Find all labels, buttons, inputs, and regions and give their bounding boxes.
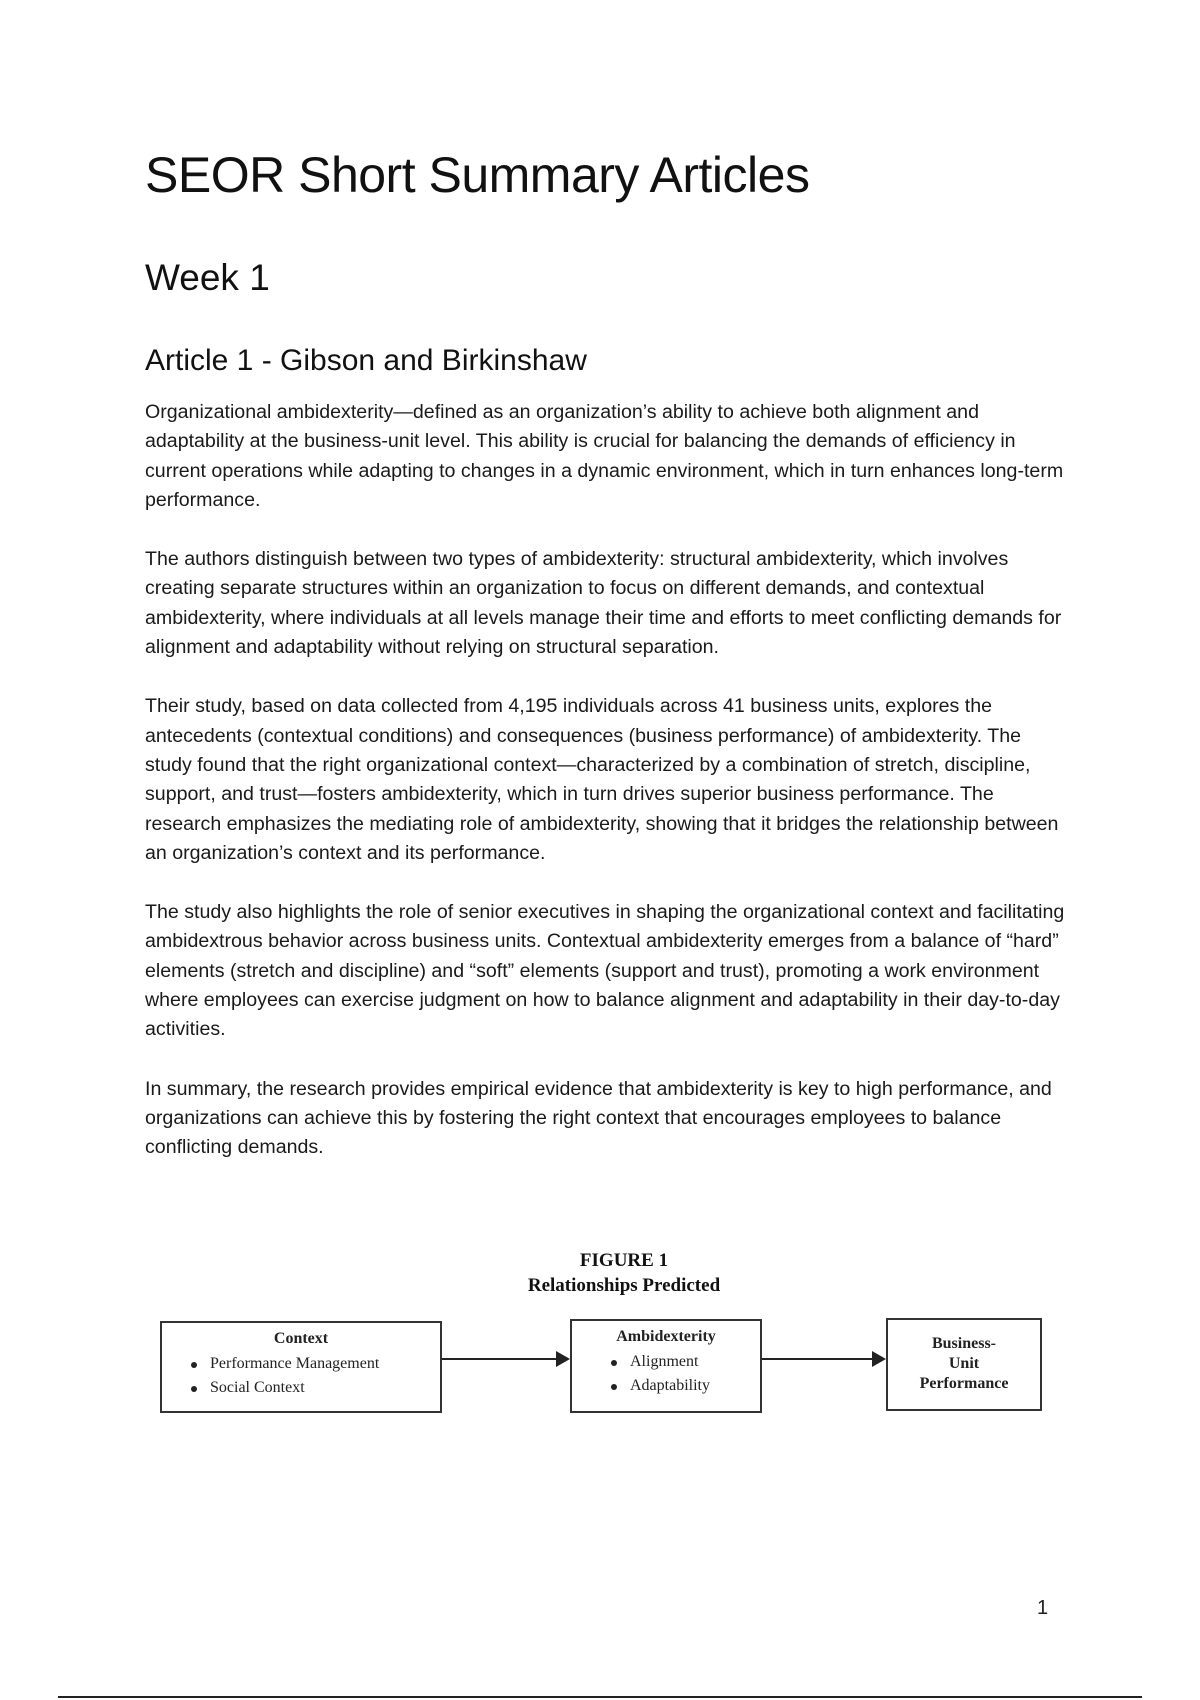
performance-box-line-3: Performance (919, 1375, 1009, 1392)
context-box-title: Context (273, 1330, 329, 1347)
paragraph-4: The study also highlights the role of senior executives in shaping the organizational context and facilitating ambidextrous behavior across business units. Contextual ambidexterity emerges from a balance of “hard” elements (stretch and discipline) and “soft” elements (support and trust), promoting a work environment where employees can exercise judgment on how to balance alignment and adaptability in their day-to-day activities. (145, 901, 1065, 1041)
arrow-ambidexterity-to-performance (762, 1358, 884, 1360)
list-item: Performance Management (210, 1352, 440, 1376)
list-item: Social Context (210, 1376, 440, 1400)
figure-title: Relationships Predicted (527, 1275, 721, 1296)
arrowhead-icon (556, 1351, 570, 1367)
ambidexterity-box (570, 1319, 762, 1413)
list-item: Adaptability (630, 1374, 760, 1398)
figure-relationships-predicted (150, 1248, 1050, 1423)
context-box (160, 1321, 442, 1413)
article-heading: Article 1 - Gibson and Birkinshaw (145, 344, 587, 377)
paragraph-1: Organizational ambidexterity—defined as an organization’s ability to achieve both alignment and adaptability at the business-unit level. This ability is crucial for balancing the demands of efficiency in current operations while adapting to changes in a dynamic environment, which in turn enhances long-term performance. (145, 401, 1064, 511)
arrow-context-to-ambidexterity (442, 1358, 568, 1360)
list-item: Alignment (630, 1350, 760, 1374)
footer-divider (58, 1696, 1142, 1698)
performance-box-line-2: Unit (948, 1355, 980, 1372)
performance-box (886, 1318, 1042, 1411)
context-list (162, 1352, 440, 1400)
paragraph-2: The authors distinguish between two types of ambidexterity: structural ambidexterity, which involves creating separate structures within an organization to focus on different demands, and contextual ambidexterity, where individuals at all levels manage their time and efforts to meet conflicting demands for alignment and adaptability without relying on structural separation. (145, 548, 1062, 659)
ambidexterity-box-title: Ambidexterity (616, 1328, 716, 1345)
arrowhead-icon (872, 1351, 886, 1367)
document-title: SEOR Short Summary Articles (145, 147, 810, 203)
paragraph-5: In summary, the research provides empirical evidence that ambidexterity is key to high performance, and organizations can achieve this by fostering the right context that encourages employees to balance conflicting demands. (145, 1077, 1052, 1159)
article-body (145, 398, 1070, 1193)
week-heading: Week 1 (145, 257, 270, 298)
figure-caption (150, 1248, 1050, 1298)
ambidexterity-list (572, 1350, 760, 1398)
paragraph-3: Their study, based on data collected from 4,195 individuals across 41 business units, explores the antecedents (contextual conditions) and consequences (business performance) of ambidexterity. The study found that the right organizational context—characterized by a combination of stretch, discipline, support, and trust—fosters ambidexterity, which in turn drives superior business performance. The research emphasizes the mediating role of ambidexterity, showing that it bridges the relationship between an organization’s context and its performance. (145, 695, 1059, 864)
performance-box-line-1: Business- (931, 1335, 997, 1352)
figure-label: FIGURE 1 (579, 1250, 669, 1271)
page-number: 1 (1037, 1597, 1049, 1619)
